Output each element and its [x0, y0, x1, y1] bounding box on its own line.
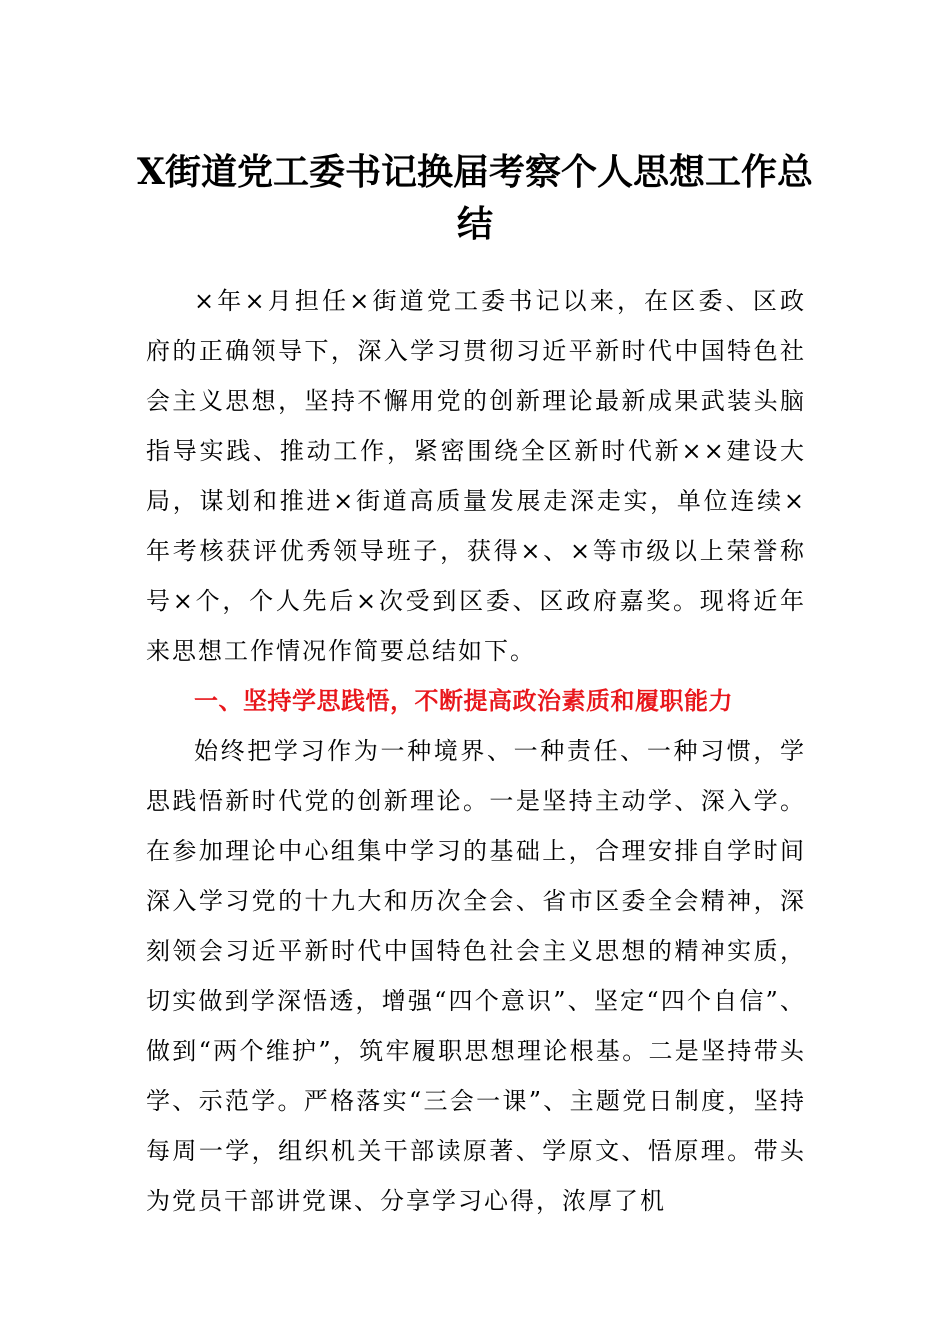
- section-heading-1: 一、坚持学思践悟，不断提高政治素质和履职能力: [194, 687, 733, 715]
- document-body: [146, 276, 806, 1226]
- intro-paragraph: ×年×月担任×街道党工委书记以来，在区委、区政府的正确领导下，深入学习贯彻习近平新时代中国特色社会主义思想，坚持不懈用党的创新理论最新成果武装头脑指导实践、推动工作，紧密围绕全区新时代新××建设大局，谋划和推进×街道高质量发展走深走实，单位连续×年考核获评优秀领导班子，获得×、×等市级以上荣誉称号×个，个人先后×次受到区委、区政府嘉奖。现将近年来思想工作情况作简要总结如下。: [146, 287, 806, 665]
- section-1-paragraph: 始终把学习作为一种境界、一种责任、一种习惯，学思践悟新时代党的创新理论。一是坚持主动学、深入学。在参加理论中心组集中学习的基础上，合理安排自学时间深入学习党的十九大和历次全会、省市区委全会精神，深刻领会习近平新时代中国特色社会主义思想的精神实质，切实做到学深悟透，增强“四个意识”、坚定“四个自信”、做到“两个维护”，筑牢履职思想理论根基。二是坚持带头学、示范学。严格落实“三会一课”、主题党日制度，坚持每周一学，组织机关干部读原著、学原文、悟原理。带头为党员干部讲党课、分享学习心得，浓厚了机: [146, 737, 806, 1215]
- document-title: X街道党工委书记换届考察个人思想工作总结: [137, 151, 813, 245]
